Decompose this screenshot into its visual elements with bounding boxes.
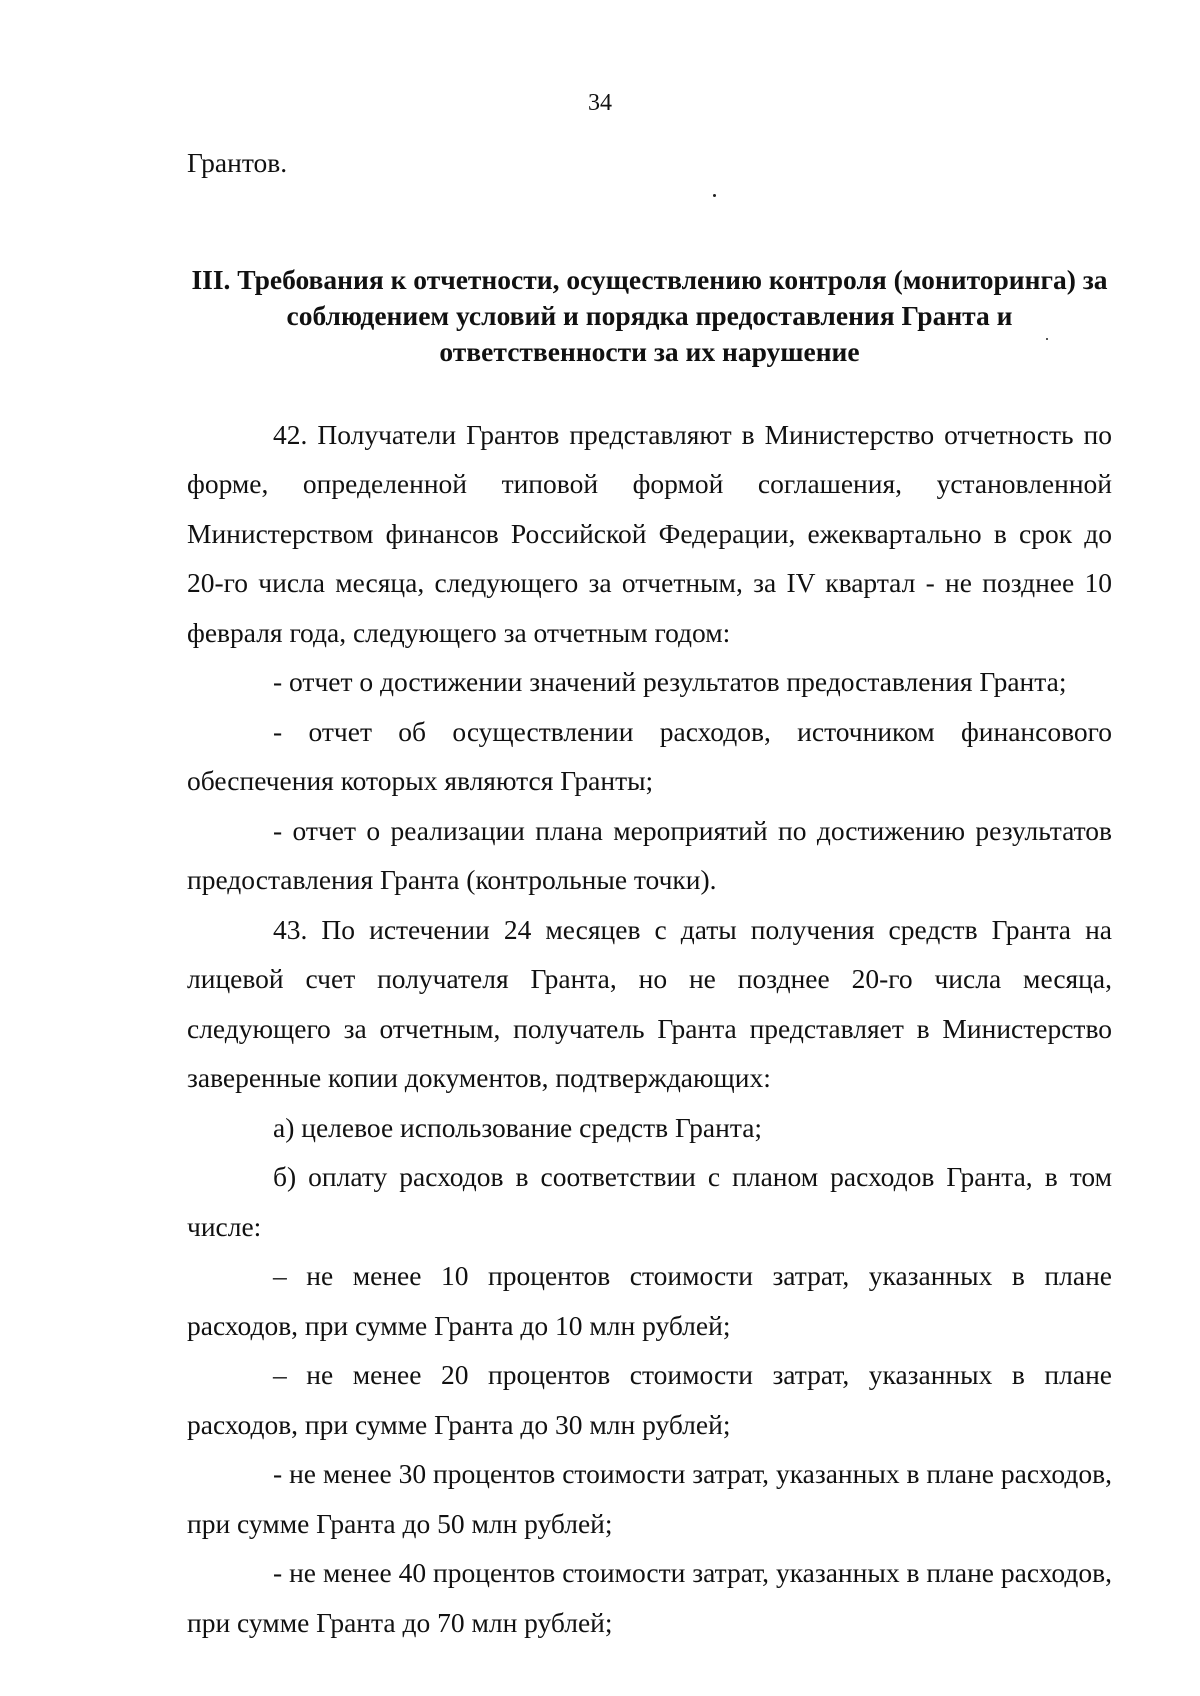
section-heading: III. Требования к отчетности, осуществлению контроля (мониторинга) за соблюдением условий и порядка предоставления Гранта и ответственности за их нарушение [191,263,1108,367]
sub-item-a: а) целевое использование средств Гранта; [273,1111,763,1143]
carry-over-text: Грантов. [187,147,288,178]
paragraph-43: 43. По истечении 24 месяцев с даты получения средств Гранта на лицевой счет получателя Гранта, но не позднее 20-го числа месяца, следующего за отчетным, получатель Гранта представляет в Министерство заверенные копии документов, подтверждающих: [187,913,1112,1093]
list-item-40-percent: - не менее 40 процентов стоимости затрат, указанных в плане расходов, при сумме Гранта до 70 млн рублей; [187,1557,1112,1638]
scan-speck [1046,338,1048,340]
list-item-10-percent: – не менее 10 процентов стоимости затрат, указанных в плане расходов, при сумме Гранта до 10 млн рублей; [187,1260,1112,1341]
paragraph-42: 42. Получатели Грантов представляют в Министерство отчетность по форме, определенной типовой формой соглашения, установленной Министерством финансов Российской Федерации, ежеквартально в срок до 20-го числа месяца, следующего за отчетным, за IV квартал - не позднее 10 февраля года, следующего за отчетным годом: [187,418,1112,648]
list-item-report-plan: - отчет о реализации плана мероприятий по достижению результатов предоставления Гранта (контрольные точки). [187,814,1112,895]
list-item-report-results: - отчет о достижении значений результатов предоставления Гранта; [273,666,1067,697]
scan-speck [713,194,716,197]
sub-item-b: б) оплату расходов в соответствии с планом расходов Гранта, в том числе: [187,1161,1112,1242]
page-number: 34 [588,90,612,116]
list-item-report-expenses: - отчет об осуществлении расходов, источником финансового обеспечения которых являются Гранты; [187,715,1112,796]
page-content [187,138,1112,1647]
list-item-30-percent: - не менее 30 процентов стоимости затрат, указанных в плане расходов, при сумме Гранта до 50 млн рублей; [187,1458,1112,1539]
list-item-20-percent: – не менее 20 процентов стоимости затрат, указанных в плане расходов, при сумме Гранта до 30 млн рублей; [187,1359,1112,1440]
